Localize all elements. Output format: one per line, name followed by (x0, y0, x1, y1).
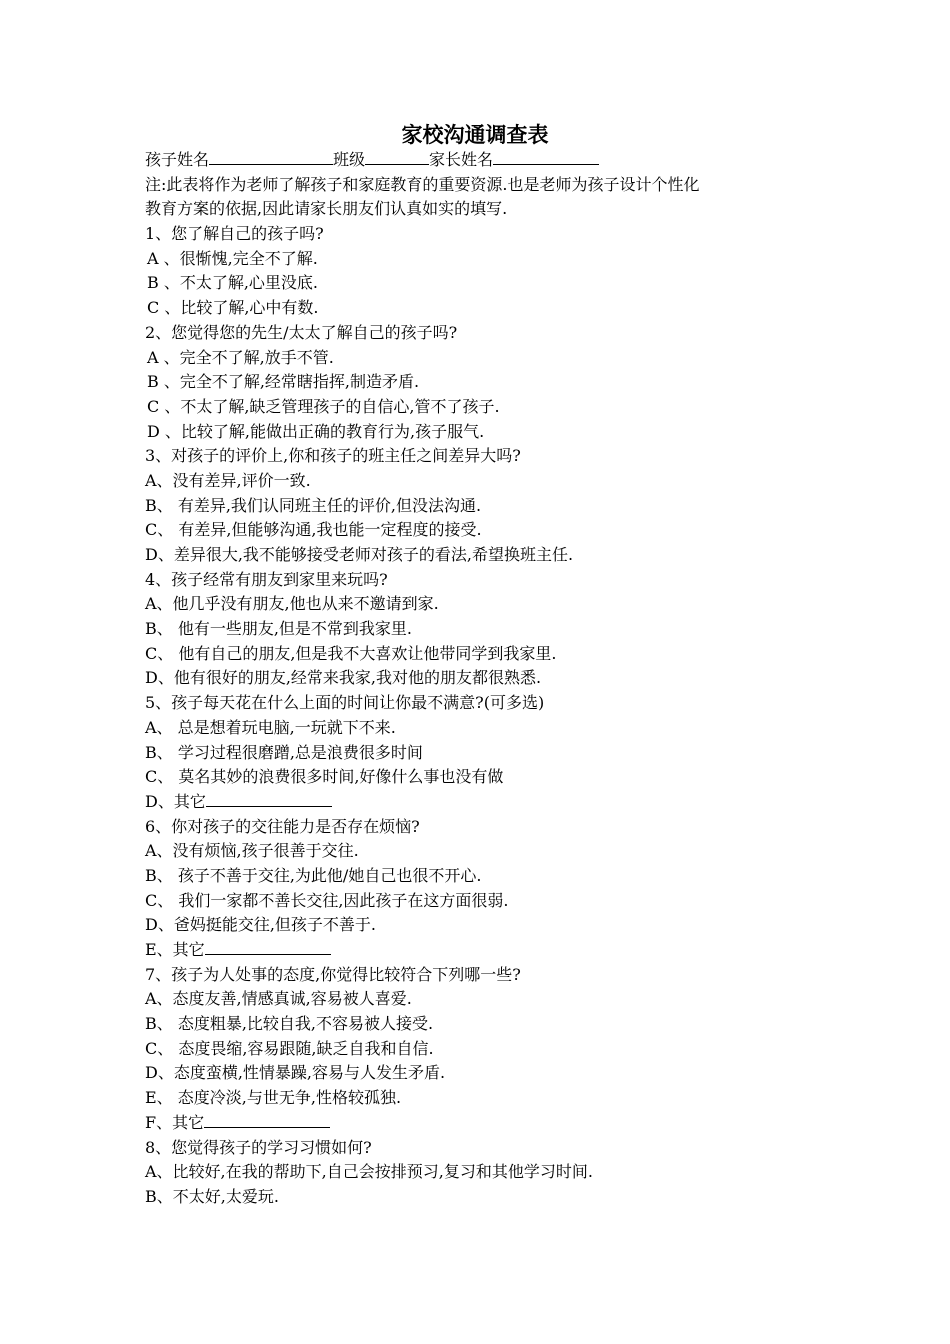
question-8: 8、您觉得孩子的学习习惯如何? (145, 1137, 372, 1157)
class-label: 班级 (333, 150, 366, 169)
document-title: 家校沟通调查表 (401, 122, 549, 147)
q6-option-c: C、 我们一家都不善长交往,因此孩子在这方面很弱. (145, 890, 509, 910)
q5-option-a: A、 总是想着玩电脑,一玩就下不来. (145, 717, 396, 737)
q8-option-b: B、不太好,太爱玩. (145, 1186, 279, 1206)
q2-option-a: A 、完全不了解,放手不管. (147, 347, 334, 367)
question-7: 7、孩子为人处事的态度,你觉得比较符合下列哪一些? (145, 964, 521, 984)
q2-option-b: B 、完全不了解,经常瞎指挥,制造矛盾. (147, 372, 420, 392)
q7-option-a: A、态度友善,情感真诚,容易被人喜爱. (145, 989, 412, 1009)
q7-other-label: F、其它 (145, 1112, 205, 1132)
q2-option-c: C 、不太了解,缺乏管理孩子的自信心,管不了孩子. (147, 396, 500, 416)
q5-option-other (145, 790, 825, 815)
q3-option-c: C、 有差异,但能够沟通,我也能一定程度的接受. (145, 520, 482, 540)
q1-option-a: A 、很惭愧,完全不了解. (147, 248, 318, 268)
q4-option-d: D、他有很好的朋友,经常来我家,我对他的朋友都很熟悉. (145, 668, 542, 688)
q3-option-d: D、差异很大,我不能够接受老师对孩子的看法,希望换班主任. (145, 545, 574, 564)
q6-other-blank (205, 938, 331, 955)
note-line-1: 注:此表将作为老师了解孩子和家庭教育的重要资源.也是老师为孩子设计个性化 (145, 174, 700, 194)
info-line (145, 148, 825, 173)
q6-other-label: E、其它 (145, 940, 205, 959)
parent-name-label: 家长姓名 (429, 150, 494, 169)
q3-option-a: A、没有差异,评价一致. (145, 470, 311, 490)
question-2: 2、您觉得您的先生/太太了解自己的孩子吗? (145, 322, 458, 342)
q7-option-b: B、 态度粗暴,比较自我,不容易被人接受. (145, 1014, 434, 1034)
document-body (145, 148, 825, 1210)
q1-option-b: B 、不太了解,心里没底. (147, 273, 319, 293)
q7-option-c: C、 态度畏缩,容易跟随,缺乏自我和自信. (145, 1038, 434, 1058)
question-1: 1、您了解自己的孩子吗? (145, 224, 324, 244)
q2-option-d: D 、比较了解,能做出正确的教育行为,孩子服气. (147, 421, 485, 441)
q7-option-e: E、 态度冷淡,与世无争,性格较孤独. (145, 1088, 402, 1108)
child-name-blank (209, 148, 333, 165)
q7-option-other (145, 1111, 825, 1136)
note-line-2: 教育方案的依据,因此请家长朋友们认真如实的填写. (145, 199, 508, 219)
child-name-label: 孩子姓名 (145, 150, 210, 169)
q1-option-c: C 、比较了解,心中有数. (147, 298, 319, 318)
parent-name-blank (493, 148, 599, 165)
q8-option-a: A、比较好,在我的帮助下,自己会按排预习,复习和其他学习时间. (145, 1162, 593, 1182)
question-6: 6、你对孩子的交往能力是否存在烦恼? (145, 816, 420, 836)
q6-option-other (145, 938, 825, 963)
q4-option-c: C、 他有自己的朋友,但是我不大喜欢让他带同学到我家里. (145, 643, 557, 663)
q6-option-b: B、 孩子不善于交往,为此他/她自己也很不开心. (145, 865, 482, 885)
q6-option-a: A、没有烦恼,孩子很善于交往. (145, 841, 359, 861)
question-5: 5、孩子每天花在什么上面的时间让你最不满意?(可多选) (145, 693, 545, 713)
q5-option-c: C、 莫名其妙的浪费很多时间,好像什么事也没有做 (145, 767, 504, 787)
q7-other-blank (204, 1111, 330, 1128)
q5-other-blank (206, 790, 332, 807)
q5-option-b: B、 学习过程很磨蹭,总是浪费很多时间 (145, 742, 423, 762)
question-4: 4、孩子经常有朋友到家里来玩吗? (145, 569, 388, 589)
q3-option-b: B、 有差异,我们认同班主任的评价,但没法沟通. (145, 495, 482, 515)
question-3: 3、对孩子的评价上,你和孩子的班主任之间差异大吗? (145, 446, 521, 466)
class-blank (365, 148, 429, 165)
q4-option-b: B、 他有一些朋友,但是不常到我家里. (145, 619, 413, 639)
q5-other-label: D、其它 (145, 791, 206, 811)
q7-option-d: D、态度蛮横,性情暴躁,容易与人发生矛盾. (145, 1063, 446, 1083)
q4-option-a: A、他几乎没有朋友,他也从来不邀请到家. (145, 594, 439, 614)
q6-option-d: D、爸妈挺能交往,但孩子不善于. (145, 915, 377, 935)
